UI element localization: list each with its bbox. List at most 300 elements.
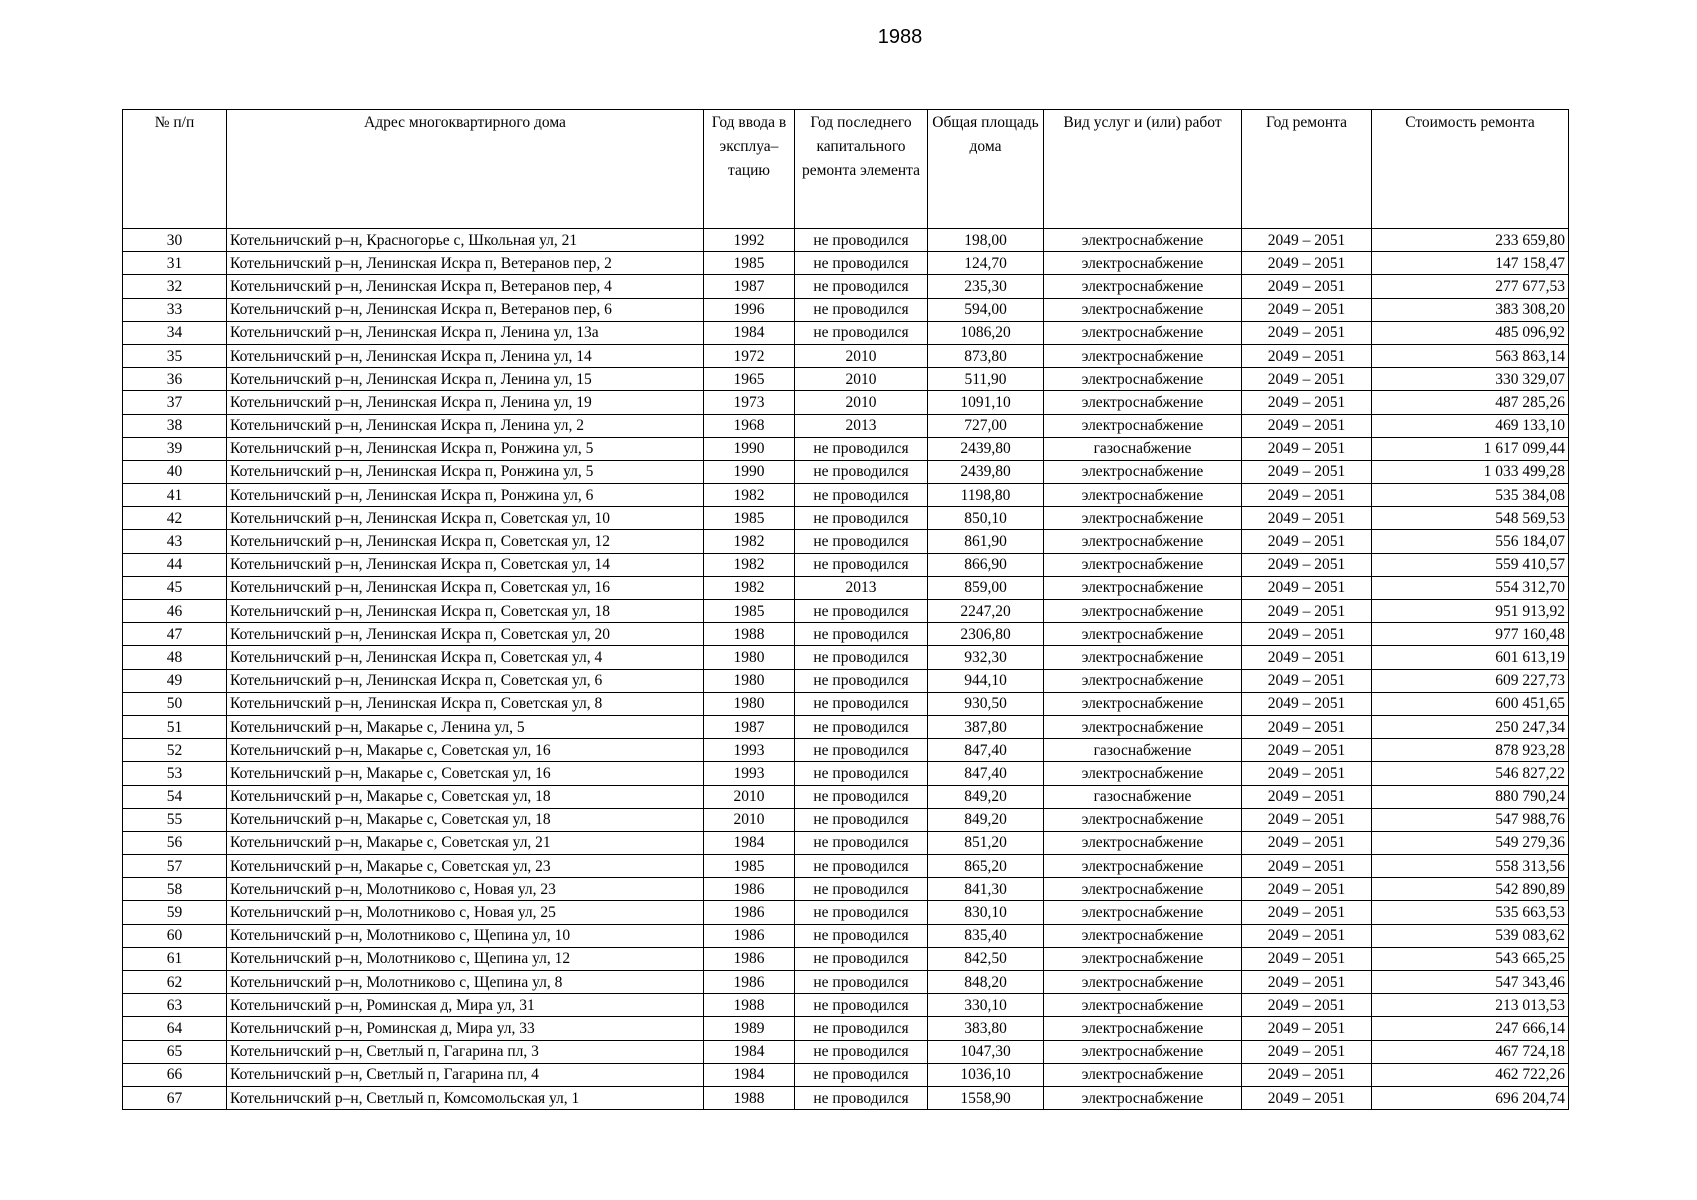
cell-total-area: 847,40 [928, 762, 1044, 785]
cell-last-repair-year: не проводился [795, 901, 928, 924]
cell-number: 46 [123, 600, 227, 623]
table-row [123, 646, 1569, 669]
cell-number: 50 [123, 692, 227, 715]
cell-number: 32 [123, 275, 227, 298]
cell-last-repair-year: не проводился [795, 460, 928, 483]
cell-total-area: 2439,80 [928, 460, 1044, 483]
cell-service-type: электроснабжение [1044, 924, 1242, 947]
cell-address: Котельничский р–н, Макарье с, Советская ул, 16 [227, 739, 704, 762]
table-row [123, 739, 1569, 762]
cell-service-type: электроснабжение [1044, 507, 1242, 530]
cell-number: 64 [123, 1017, 227, 1040]
cell-repair-cost: 462 722,26 [1372, 1063, 1569, 1086]
cell-repair-year: 2049 – 2051 [1242, 437, 1372, 460]
cell-address: Котельничский р–н, Ленинская Искра п, Ветеранов пер, 4 [227, 275, 704, 298]
cell-repair-year: 2049 – 2051 [1242, 947, 1372, 970]
cell-repair-cost: 147 158,47 [1372, 252, 1569, 275]
table-row [123, 901, 1569, 924]
cell-commission-year: 1982 [704, 576, 795, 599]
cell-commission-year: 1992 [704, 229, 795, 252]
cell-repair-cost: 469 133,10 [1372, 414, 1569, 437]
cell-number: 44 [123, 553, 227, 576]
cell-total-area: 1036,10 [928, 1063, 1044, 1086]
cell-commission-year: 2010 [704, 785, 795, 808]
cell-service-type: электроснабжение [1044, 623, 1242, 646]
table-row [123, 692, 1569, 715]
cell-address: Котельничский р–н, Ленинская Искра п, Советская ул, 12 [227, 530, 704, 553]
cell-number: 37 [123, 391, 227, 414]
cell-number: 66 [123, 1063, 227, 1086]
cell-commission-year: 1985 [704, 252, 795, 275]
header-commission-year: Год ввода в эксплуа–тацию [704, 110, 795, 229]
cell-address: Котельничский р–н, Ленинская Искра п, Советская ул, 14 [227, 553, 704, 576]
cell-repair-year: 2049 – 2051 [1242, 971, 1372, 994]
cell-commission-year: 1985 [704, 507, 795, 530]
cell-last-repair-year: не проводился [795, 553, 928, 576]
cell-last-repair-year: 2013 [795, 576, 928, 599]
cell-number: 60 [123, 924, 227, 947]
cell-repair-year: 2049 – 2051 [1242, 1063, 1372, 1086]
cell-repair-year: 2049 – 2051 [1242, 646, 1372, 669]
cell-service-type: электроснабжение [1044, 947, 1242, 970]
cell-service-type: электроснабжение [1044, 1063, 1242, 1086]
cell-repair-year: 2049 – 2051 [1242, 878, 1372, 901]
cell-last-repair-year: не проводился [795, 947, 928, 970]
cell-last-repair-year: не проводился [795, 1017, 928, 1040]
cell-repair-cost: 543 665,25 [1372, 947, 1569, 970]
cell-repair-cost: 330 329,07 [1372, 368, 1569, 391]
cell-total-area: 835,40 [928, 924, 1044, 947]
cell-service-type: электроснабжение [1044, 762, 1242, 785]
cell-number: 61 [123, 947, 227, 970]
cell-total-area: 842,50 [928, 947, 1044, 970]
cell-commission-year: 1965 [704, 368, 795, 391]
table-row [123, 298, 1569, 321]
cell-repair-year: 2049 – 2051 [1242, 855, 1372, 878]
cell-address: Котельничский р–н, Молотниково с, Новая ул, 25 [227, 901, 704, 924]
cell-last-repair-year: не проводился [795, 321, 928, 344]
cell-repair-year: 2049 – 2051 [1242, 901, 1372, 924]
header-repair-year: Год ремонта [1242, 110, 1372, 229]
cell-repair-cost: 601 613,19 [1372, 646, 1569, 669]
cell-repair-cost: 1 617 099,44 [1372, 437, 1569, 460]
cell-number: 36 [123, 368, 227, 391]
cell-commission-year: 1984 [704, 1040, 795, 1063]
repair-table [122, 109, 1569, 1110]
cell-last-repair-year: не проводился [795, 808, 928, 831]
cell-address: Котельничский р–н, Ленинская Искра п, Ленина ул, 2 [227, 414, 704, 437]
header-row [123, 110, 1569, 229]
cell-commission-year: 1987 [704, 715, 795, 738]
cell-last-repair-year: не проводился [795, 878, 928, 901]
table-row [123, 414, 1569, 437]
cell-commission-year: 1984 [704, 831, 795, 854]
cell-service-type: электроснабжение [1044, 530, 1242, 553]
cell-commission-year: 1988 [704, 1086, 795, 1109]
cell-address: Котельничский р–н, Ленинская Искра п, Ветеранов пер, 6 [227, 298, 704, 321]
cell-total-area: 1558,90 [928, 1086, 1044, 1109]
cell-repair-cost: 546 827,22 [1372, 762, 1569, 785]
cell-total-area: 861,90 [928, 530, 1044, 553]
cell-commission-year: 1986 [704, 901, 795, 924]
cell-commission-year: 1985 [704, 600, 795, 623]
cell-repair-cost: 1 033 499,28 [1372, 460, 1569, 483]
cell-repair-cost: 554 312,70 [1372, 576, 1569, 599]
cell-commission-year: 1988 [704, 994, 795, 1017]
cell-number: 55 [123, 808, 227, 831]
cell-address: Котельничский р–н, Макарье с, Советская ул, 16 [227, 762, 704, 785]
cell-address: Котельничский р–н, Макарье с, Советская ул, 23 [227, 855, 704, 878]
cell-total-area: 1047,30 [928, 1040, 1044, 1063]
cell-service-type: электроснабжение [1044, 252, 1242, 275]
table-row [123, 553, 1569, 576]
cell-address: Котельничский р–н, Ленинская Искра п, Ронжина ул, 5 [227, 437, 704, 460]
cell-last-repair-year: не проводился [795, 715, 928, 738]
cell-number: 45 [123, 576, 227, 599]
cell-last-repair-year: не проводился [795, 623, 928, 646]
cell-repair-year: 2049 – 2051 [1242, 298, 1372, 321]
cell-number: 39 [123, 437, 227, 460]
cell-number: 30 [123, 229, 227, 252]
cell-number: 47 [123, 623, 227, 646]
cell-total-area: 848,20 [928, 971, 1044, 994]
table-row [123, 275, 1569, 298]
table-row [123, 391, 1569, 414]
cell-service-type: электроснабжение [1044, 715, 1242, 738]
cell-repair-cost: 247 666,14 [1372, 1017, 1569, 1040]
cell-number: 54 [123, 785, 227, 808]
header-address: Адрес многоквартирного дома [227, 110, 704, 229]
cell-repair-cost: 383 308,20 [1372, 298, 1569, 321]
cell-service-type: электроснабжение [1044, 275, 1242, 298]
cell-total-area: 850,10 [928, 507, 1044, 530]
cell-last-repair-year: 2010 [795, 391, 928, 414]
cell-repair-cost: 547 343,46 [1372, 971, 1569, 994]
cell-total-area: 944,10 [928, 669, 1044, 692]
table-row [123, 600, 1569, 623]
cell-service-type: электроснабжение [1044, 298, 1242, 321]
cell-number: 42 [123, 507, 227, 530]
cell-service-type: электроснабжение [1044, 484, 1242, 507]
cell-commission-year: 1986 [704, 878, 795, 901]
cell-repair-year: 2049 – 2051 [1242, 994, 1372, 1017]
cell-total-area: 2439,80 [928, 437, 1044, 460]
cell-repair-cost: 539 083,62 [1372, 924, 1569, 947]
cell-total-area: 2306,80 [928, 623, 1044, 646]
cell-total-area: 330,10 [928, 994, 1044, 1017]
cell-repair-year: 2049 – 2051 [1242, 762, 1372, 785]
cell-address: Котельничский р–н, Ленинская Искра п, Ленина ул, 19 [227, 391, 704, 414]
cell-number: 57 [123, 855, 227, 878]
cell-last-repair-year: не проводился [795, 739, 928, 762]
cell-service-type: электроснабжение [1044, 1040, 1242, 1063]
table-row [123, 971, 1569, 994]
cell-total-area: 1086,20 [928, 321, 1044, 344]
cell-address: Котельничский р–н, Молотниково с, Щепина ул, 10 [227, 924, 704, 947]
table-row [123, 623, 1569, 646]
cell-commission-year: 1985 [704, 855, 795, 878]
cell-commission-year: 1973 [704, 391, 795, 414]
table-row [123, 715, 1569, 738]
cell-number: 51 [123, 715, 227, 738]
cell-commission-year: 1989 [704, 1017, 795, 1040]
table-row [123, 1063, 1569, 1086]
cell-commission-year: 1980 [704, 669, 795, 692]
cell-last-repair-year: не проводился [795, 692, 928, 715]
cell-address: Котельничский р–н, Светлый п, Гагарина пл, 4 [227, 1063, 704, 1086]
cell-last-repair-year: не проводился [795, 646, 928, 669]
table-row [123, 344, 1569, 367]
cell-address: Котельничский р–н, Ленинская Искра п, Ронжина ул, 5 [227, 460, 704, 483]
table-row [123, 855, 1569, 878]
cell-number: 58 [123, 878, 227, 901]
cell-service-type: электроснабжение [1044, 460, 1242, 483]
cell-total-area: 930,50 [928, 692, 1044, 715]
cell-number: 33 [123, 298, 227, 321]
cell-address: Котельничский р–н, Макарье с, Советская ул, 18 [227, 785, 704, 808]
cell-last-repair-year: не проводился [795, 971, 928, 994]
table-row [123, 924, 1569, 947]
cell-address: Котельничский р–н, Светлый п, Комсомольская ул, 1 [227, 1086, 704, 1109]
table-row [123, 878, 1569, 901]
cell-repair-cost: 696 204,74 [1372, 1086, 1569, 1109]
cell-address: Котельничский р–н, Молотниково с, Щепина ул, 12 [227, 947, 704, 970]
cell-service-type: газоснабжение [1044, 739, 1242, 762]
cell-repair-cost: 535 663,53 [1372, 901, 1569, 924]
cell-service-type: электроснабжение [1044, 831, 1242, 854]
cell-number: 41 [123, 484, 227, 507]
cell-repair-year: 2049 – 2051 [1242, 1086, 1372, 1109]
cell-repair-year: 2049 – 2051 [1242, 623, 1372, 646]
cell-address: Котельничский р–н, Ленинская Искра п, Ленина ул, 15 [227, 368, 704, 391]
cell-number: 49 [123, 669, 227, 692]
cell-service-type: электроснабжение [1044, 901, 1242, 924]
cell-commission-year: 1990 [704, 460, 795, 483]
cell-commission-year: 1980 [704, 692, 795, 715]
cell-service-type: электроснабжение [1044, 692, 1242, 715]
cell-repair-cost: 485 096,92 [1372, 321, 1569, 344]
table-row [123, 229, 1569, 252]
cell-repair-year: 2049 – 2051 [1242, 924, 1372, 947]
cell-last-repair-year: не проводился [795, 484, 928, 507]
cell-address: Котельничский р–н, Светлый п, Гагарина пл, 3 [227, 1040, 704, 1063]
cell-last-repair-year: не проводился [795, 762, 928, 785]
cell-repair-cost: 977 160,48 [1372, 623, 1569, 646]
cell-total-area: 866,90 [928, 553, 1044, 576]
cell-commission-year: 1996 [704, 298, 795, 321]
cell-repair-year: 2049 – 2051 [1242, 530, 1372, 553]
cell-address: Котельничский р–н, Молотниково с, Щепина ул, 8 [227, 971, 704, 994]
cell-repair-cost: 542 890,89 [1372, 878, 1569, 901]
cell-number: 53 [123, 762, 227, 785]
cell-repair-year: 2049 – 2051 [1242, 1040, 1372, 1063]
cell-address: Котельничский р–н, Макарье с, Ленина ул, 5 [227, 715, 704, 738]
cell-repair-year: 2049 – 2051 [1242, 252, 1372, 275]
cell-commission-year: 2010 [704, 808, 795, 831]
cell-repair-cost: 563 863,14 [1372, 344, 1569, 367]
table-row [123, 1040, 1569, 1063]
cell-service-type: электроснабжение [1044, 808, 1242, 831]
cell-number: 63 [123, 994, 227, 1017]
cell-address: Котельничский р–н, Ленинская Искра п, Ленина ул, 14 [227, 344, 704, 367]
cell-repair-cost: 609 227,73 [1372, 669, 1569, 692]
cell-commission-year: 1972 [704, 344, 795, 367]
cell-number: 31 [123, 252, 227, 275]
cell-commission-year: 1986 [704, 924, 795, 947]
header-total-area: Общая площадь дома [928, 110, 1044, 229]
cell-repair-year: 2049 – 2051 [1242, 669, 1372, 692]
cell-service-type: электроснабжение [1044, 391, 1242, 414]
cell-service-type: электроснабжение [1044, 1086, 1242, 1109]
cell-last-repair-year: 2013 [795, 414, 928, 437]
cell-number: 65 [123, 1040, 227, 1063]
cell-repair-cost: 548 569,53 [1372, 507, 1569, 530]
cell-service-type: электроснабжение [1044, 994, 1242, 1017]
cell-service-type: электроснабжение [1044, 878, 1242, 901]
cell-repair-year: 2049 – 2051 [1242, 275, 1372, 298]
cell-address: Котельничский р–н, Ленинская Искра п, Ветеранов пер, 2 [227, 252, 704, 275]
cell-service-type: электроснабжение [1044, 646, 1242, 669]
cell-last-repair-year: 2010 [795, 344, 928, 367]
cell-total-area: 847,40 [928, 739, 1044, 762]
cell-total-area: 859,00 [928, 576, 1044, 599]
cell-total-area: 383,80 [928, 1017, 1044, 1040]
cell-repair-year: 2049 – 2051 [1242, 600, 1372, 623]
cell-repair-year: 2049 – 2051 [1242, 229, 1372, 252]
cell-last-repair-year: не проводился [795, 785, 928, 808]
table-row [123, 1086, 1569, 1109]
cell-repair-year: 2049 – 2051 [1242, 739, 1372, 762]
cell-repair-year: 2049 – 2051 [1242, 507, 1372, 530]
cell-last-repair-year: не проводился [795, 1086, 928, 1109]
page-number: 1988 [877, 26, 923, 48]
cell-repair-year: 2049 – 2051 [1242, 391, 1372, 414]
cell-service-type: газоснабжение [1044, 437, 1242, 460]
cell-address: Котельничский р–н, Ленинская Искра п, Советская ул, 10 [227, 507, 704, 530]
cell-commission-year: 1984 [704, 321, 795, 344]
cell-last-repair-year: не проводился [795, 507, 928, 530]
cell-total-area: 1091,10 [928, 391, 1044, 414]
cell-total-area: 1198,80 [928, 484, 1044, 507]
table-row [123, 947, 1569, 970]
cell-commission-year: 1968 [704, 414, 795, 437]
cell-repair-year: 2049 – 2051 [1242, 368, 1372, 391]
cell-service-type: электроснабжение [1044, 368, 1242, 391]
header-service-type: Вид услуг и (или) работ [1044, 110, 1242, 229]
cell-repair-cost: 213 013,53 [1372, 994, 1569, 1017]
cell-repair-year: 2049 – 2051 [1242, 460, 1372, 483]
cell-address: Котельничский р–н, Ленинская Искра п, Советская ул, 8 [227, 692, 704, 715]
cell-last-repair-year: не проводился [795, 924, 928, 947]
cell-total-area: 198,00 [928, 229, 1044, 252]
cell-total-area: 849,20 [928, 808, 1044, 831]
cell-repair-cost: 250 247,34 [1372, 715, 1569, 738]
cell-last-repair-year: не проводился [795, 855, 928, 878]
table-row [123, 1017, 1569, 1040]
cell-address: Котельничский р–н, Роминская д, Мира ул, 31 [227, 994, 704, 1017]
table-row [123, 368, 1569, 391]
table-row [123, 530, 1569, 553]
cell-commission-year: 1993 [704, 739, 795, 762]
cell-last-repair-year: не проводился [795, 229, 928, 252]
cell-total-area: 849,20 [928, 785, 1044, 808]
cell-number: 56 [123, 831, 227, 854]
cell-commission-year: 1984 [704, 1063, 795, 1086]
cell-total-area: 830,10 [928, 901, 1044, 924]
cell-repair-cost: 556 184,07 [1372, 530, 1569, 553]
table-body [123, 229, 1569, 1110]
cell-total-area: 2247,20 [928, 600, 1044, 623]
cell-repair-year: 2049 – 2051 [1242, 344, 1372, 367]
header-repair-cost: Стоимость ремонта [1372, 110, 1569, 229]
cell-last-repair-year: не проводился [795, 298, 928, 321]
cell-repair-cost: 487 285,26 [1372, 391, 1569, 414]
header-last-repair-year: Год последнего капитального ремонта элемента [795, 110, 928, 229]
cell-repair-cost: 951 913,92 [1372, 600, 1569, 623]
cell-address: Котельничский р–н, Ленинская Искра п, Советская ул, 18 [227, 600, 704, 623]
cell-commission-year: 1986 [704, 971, 795, 994]
cell-commission-year: 1982 [704, 553, 795, 576]
cell-address: Котельничский р–н, Молотниково с, Новая ул, 23 [227, 878, 704, 901]
cell-total-area: 727,00 [928, 414, 1044, 437]
cell-address: Котельничский р–н, Макарье с, Советская ул, 18 [227, 808, 704, 831]
cell-total-area: 932,30 [928, 646, 1044, 669]
cell-commission-year: 1987 [704, 275, 795, 298]
cell-total-area: 841,30 [928, 878, 1044, 901]
cell-repair-cost: 880 790,24 [1372, 785, 1569, 808]
cell-address: Котельничский р–н, Ленинская Искра п, Советская ул, 4 [227, 646, 704, 669]
cell-number: 67 [123, 1086, 227, 1109]
cell-repair-cost: 277 677,53 [1372, 275, 1569, 298]
cell-number: 35 [123, 344, 227, 367]
cell-address: Котельничский р–н, Ленинская Искра п, Советская ул, 20 [227, 623, 704, 646]
cell-address: Котельничский р–н, Макарье с, Советская ул, 21 [227, 831, 704, 854]
cell-repair-year: 2049 – 2051 [1242, 1017, 1372, 1040]
cell-repair-cost: 547 988,76 [1372, 808, 1569, 831]
cell-total-area: 124,70 [928, 252, 1044, 275]
cell-last-repair-year: не проводился [795, 831, 928, 854]
cell-service-type: электроснабжение [1044, 855, 1242, 878]
cell-address: Котельничский р–н, Роминская д, Мира ул, 33 [227, 1017, 704, 1040]
table-row [123, 437, 1569, 460]
table-row [123, 808, 1569, 831]
cell-service-type: электроснабжение [1044, 1017, 1242, 1040]
cell-service-type: электроснабжение [1044, 576, 1242, 599]
cell-total-area: 594,00 [928, 298, 1044, 321]
cell-commission-year: 1982 [704, 530, 795, 553]
cell-address: Котельничский р–н, Ленинская Искра п, Ронжина ул, 6 [227, 484, 704, 507]
cell-number: 40 [123, 460, 227, 483]
cell-repair-cost: 559 410,57 [1372, 553, 1569, 576]
cell-repair-year: 2049 – 2051 [1242, 576, 1372, 599]
cell-service-type: газоснабжение [1044, 785, 1242, 808]
cell-total-area: 235,30 [928, 275, 1044, 298]
cell-repair-cost: 467 724,18 [1372, 1040, 1569, 1063]
cell-number: 38 [123, 414, 227, 437]
cell-service-type: электроснабжение [1044, 600, 1242, 623]
cell-last-repair-year: не проводился [795, 669, 928, 692]
table-row [123, 321, 1569, 344]
cell-repair-year: 2049 – 2051 [1242, 785, 1372, 808]
cell-number: 62 [123, 971, 227, 994]
cell-service-type: электроснабжение [1044, 553, 1242, 576]
cell-service-type: электроснабжение [1044, 229, 1242, 252]
cell-total-area: 511,90 [928, 368, 1044, 391]
table-row [123, 576, 1569, 599]
cell-repair-cost: 558 313,56 [1372, 855, 1569, 878]
cell-last-repair-year: не проводился [795, 600, 928, 623]
cell-service-type: электроснабжение [1044, 971, 1242, 994]
